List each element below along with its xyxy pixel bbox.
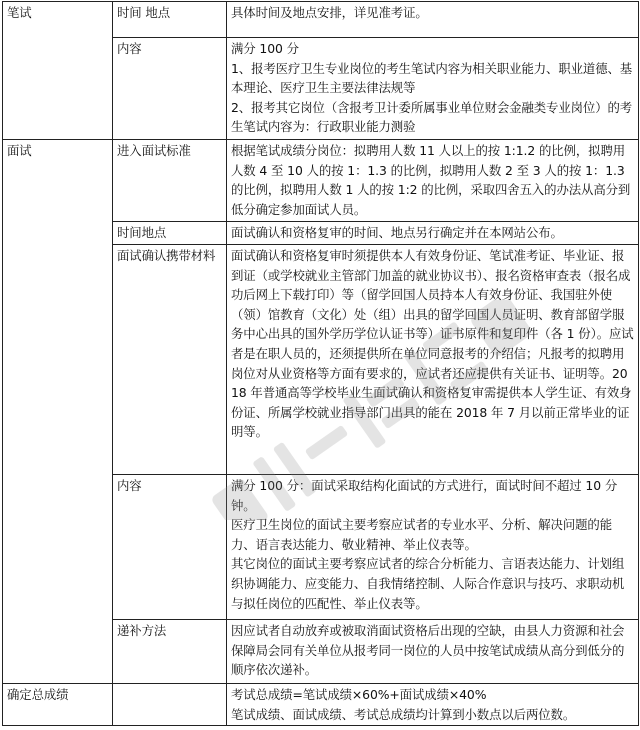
total-content-cell	[227, 684, 639, 726]
interview-content-cell	[227, 475, 639, 620]
total-precision-line: 笔试成绩、面试成绩、考试总成绩均计算到小数点以后两位数。	[231, 706, 576, 722]
interview-entry-row	[3, 140, 639, 222]
row-label-written-content: 内容	[113, 38, 227, 140]
category-written: 笔试	[3, 2, 113, 140]
interview-entry-text: 根据笔试成绩分岗位：拟聘用人数 11 人以上的按 1:1.2 的比例，拟聘用人数 4 至 10 人的按 1：1.3 的比例，拟聘用人数 2 至 3 人的按 1：1.3 的比例，拟聘用人数 1 人的按 1:2 的比例，采取四舍五入的办法从高分到低分确定参加面试人员。	[227, 140, 639, 222]
total-row	[3, 684, 639, 726]
interview-supplement-text: 因应试者自动放弃或被取消面试资格后出现的空缺，由县人力资源和社会保障局会同有关单位从报考同一岗位的人员中按笔试成绩从高分到低分的顺序依次递补。	[227, 620, 639, 684]
row-label-interview-content: 内容	[113, 475, 227, 620]
written-content-line: 2、报考其它岗位（含报考卫计委所属事业单位财会金融类专业岗位）的考生笔试内容为：行政职业能力测验	[231, 99, 633, 135]
total-formula-line: 考试总成绩=笔试成绩×60%+面试成绩×40%	[231, 687, 487, 702]
exam-info-table	[2, 1, 639, 726]
written-time-text: 具体时间及地点安排，详见准考证。	[227, 2, 639, 38]
written-content-line: 1、报考医疗卫生专业岗位的考生笔试内容为相关职业能力、职业道德、基本理论、医疗卫生主要法律法规等	[231, 60, 633, 96]
row-label-interview-entry: 进入面试标准	[113, 140, 227, 222]
interview-time-text: 面试确认和资格复审的时间、地点另行确定并在本网站公布。	[227, 222, 639, 245]
written-time-row	[3, 2, 639, 38]
row-label-written-time: 时间 地点	[113, 2, 227, 38]
interview-content-line: 医疗卫生岗位的面试主要考察应试者的专业水平、分析、解决问题的能力、语言表达能力、敬业精神、举止仪表等。	[231, 517, 613, 552]
row-label-interview-supplement: 递补方法	[113, 620, 227, 684]
interview-content-line: 其它岗位的面试主要考察应试者的综合分析能力、言语表达能力、计划组织协调能力、应变能力、自我情绪控制、人际合作意识与技巧、求职动机与拟任岗位的匹配性、举止仪表等。	[231, 556, 625, 611]
interview-materials-text: 面试确认和资格复审时须提供本人有效身份证、笔试准考证、毕业证、报到证（或学校就业主管部门加盖的就业协议书）、报名资格审查表（报名成功后网上下载打印）等（留学回国人员持本人有效身份证、我国驻外使（领）馆教育（文化）处（组）出具的留学回国人员证明、教育部留学服务中心出具的国外学历学位认证书等）证书原件和复印件（各 1 份）。应试者是在职人员的，还须提供所在单位同意报考的介绍信；凡报考的拟聘用岗位对从业资格等方面有要求的，应试者还应提供有关证书、证明等。2018 年普通高等学校毕业生面试确认和资格复审需提供本人学生证、有效身份证、所属学校就业指导部门出具的能在 2018 年 7 月以前正常毕业的证明等。	[227, 245, 639, 475]
category-interview: 面试	[3, 140, 113, 684]
category-total: 确定总成绩	[3, 684, 113, 726]
written-content-line: 满分 100 分	[231, 41, 299, 56]
interview-content-line: 满分 100 分：面试采取结构化面试的方式进行，面试时间不超过 10 分钟。	[231, 478, 618, 513]
row-label-interview-materials: 面试确认携带材料	[113, 245, 227, 475]
total-empty-cell	[113, 684, 227, 726]
written-content-cell	[227, 38, 639, 140]
row-label-interview-time: 时间地点	[113, 222, 227, 245]
